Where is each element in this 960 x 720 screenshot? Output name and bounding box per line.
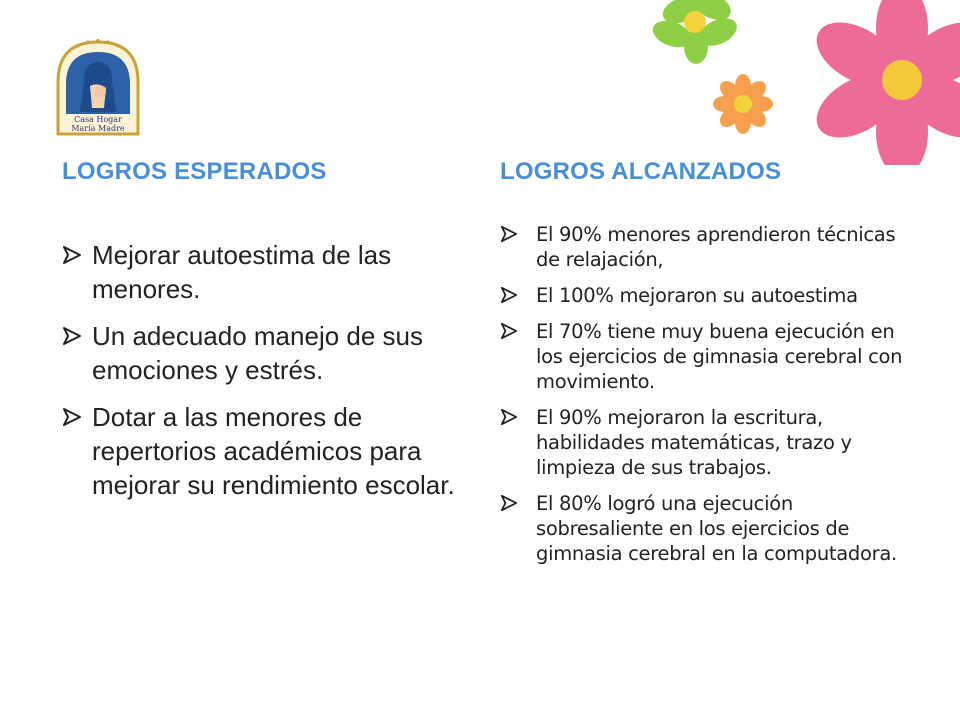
list-item bbox=[500, 283, 912, 308]
list-item-text: El 100% mejoraron su autoestima bbox=[536, 284, 858, 307]
arrow-bullet-icon bbox=[500, 322, 518, 340]
expected-achievements-list bbox=[62, 238, 467, 515]
pink-flower-icon bbox=[806, 0, 960, 165]
list-item-text: El 70% tiene muy buena ejecución en los ejercicios de gimnasia cerebral con movimiento. bbox=[536, 320, 903, 393]
list-item-text: El 90% menores aprendieron técnicas de relajación, bbox=[536, 223, 896, 271]
arrow-bullet-icon bbox=[62, 326, 82, 346]
list-item-text: Dotar a las menores de repertorios académicos para mejorar su rendimiento escolar. bbox=[92, 402, 455, 500]
arrow-bullet-icon bbox=[500, 225, 518, 243]
green-flower-icon bbox=[649, 0, 741, 64]
achieved-results-list bbox=[500, 222, 912, 577]
list-item-text: Mejorar autoestima de las menores. bbox=[92, 240, 392, 304]
list-item bbox=[500, 319, 912, 394]
heading-logros-alcanzados: LOGROS ALCANZADOS bbox=[500, 158, 782, 185]
heading-logros-esperados: LOGROS ESPERADOS bbox=[62, 158, 327, 185]
list-item bbox=[62, 319, 467, 387]
decorative-flowers bbox=[620, 0, 960, 165]
arrow-bullet-icon bbox=[62, 407, 82, 427]
orange-flower-icon bbox=[713, 74, 773, 134]
list-item-text: El 90% mejoraron la escritura, habilidades matemáticas, trazo y limpieza de sus trabajos. bbox=[536, 406, 852, 479]
list-item-text: El 80% logró una ejecución sobresaliente en los ejercicios de gimnasia cerebral en la computadora. bbox=[536, 492, 897, 565]
list-item bbox=[62, 238, 467, 306]
logo-text-line2: María Madre bbox=[71, 124, 125, 133]
arrow-bullet-icon bbox=[500, 286, 518, 304]
list-item bbox=[500, 405, 912, 480]
logo-text-line1: Casa Hogar bbox=[74, 115, 122, 124]
list-item bbox=[500, 491, 912, 566]
arrow-bullet-icon bbox=[62, 245, 82, 265]
arrow-bullet-icon bbox=[500, 494, 518, 512]
arrow-bullet-icon bbox=[500, 408, 518, 426]
casa-hogar-logo bbox=[54, 38, 142, 138]
list-item-text: Un adecuado manejo de sus emociones y estrés. bbox=[92, 321, 424, 385]
list-item bbox=[500, 222, 912, 272]
list-item bbox=[62, 400, 467, 502]
